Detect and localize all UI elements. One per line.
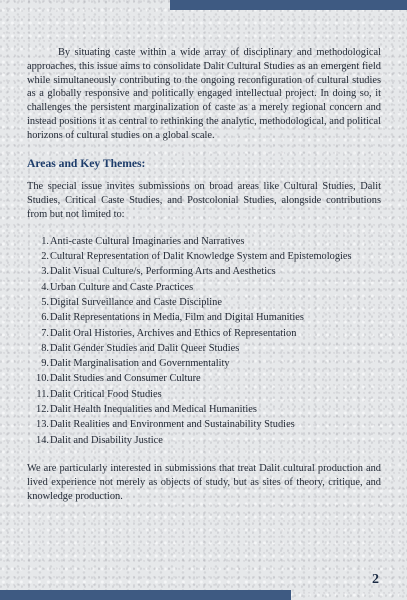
theme-number: 1. [41,235,49,247]
theme-text: Digital Surveillance and Caste Discipline [50,296,222,308]
theme-text: Dalit Gender Studies and Dalit Queer Studies [50,342,240,354]
theme-text: Dalit Marginalisation and Governmentality [50,358,230,370]
theme-number: 4. [41,281,49,293]
theme-number: 12. [36,404,49,416]
theme-item [27,417,381,432]
section-heading: Areas and Key Themes: [27,156,146,170]
theme-number: 11. [36,388,49,400]
theme-item [27,341,381,356]
theme-number: 7. [41,327,49,339]
theme-item [27,264,381,279]
theme-text: Dalit Realities and Environment and Sustainability Studies [50,419,295,431]
theme-item [27,402,381,417]
theme-text: Dalit Critical Food Studies [50,388,162,400]
theme-number: 6. [41,312,49,324]
closing-paragraph: We are particularly interested in submissions that treat Dalit cultural production and lived experience not merely as objects of study, but as sites of theory, critique, and knowledge production. [27,462,381,502]
bottom-accent-bar [0,590,291,600]
theme-text: Dalit Visual Culture/s, Performing Arts and Aesthetics [50,266,276,278]
theme-text: Anti-caste Cultural Imaginaries and Narratives [50,235,245,247]
theme-text: Dalit and Disability Justice [50,434,163,446]
theme-item [27,310,381,325]
theme-number: 3. [41,266,49,278]
theme-text: Dalit Studies and Consumer Culture [50,373,201,385]
theme-text: Dalit Representations in Media, Film and Digital Humanities [50,312,304,324]
theme-number: 2. [41,251,49,263]
theme-text: Dalit Health Inequalities and Medical Humanities [50,404,257,416]
theme-item [27,387,381,402]
page-content [27,46,381,503]
theme-number: 9. [41,358,49,370]
theme-number: 5. [41,296,49,308]
theme-item [27,280,381,295]
theme-item [27,234,381,249]
theme-item [27,371,381,386]
theme-item [27,326,381,341]
theme-item [27,356,381,371]
theme-item [27,433,381,448]
theme-number: 13. [36,419,49,431]
theme-item [27,295,381,310]
page-number: 2 [372,572,379,587]
lead-paragraph: The special issue invites submissions on broad areas like Cultural Studies, Dalit Studies, Critical Caste Studies, and Postcolonial Studies, alongside contributions from but not limited to: [27,181,381,220]
theme-text: Cultural Representation of Dalit Knowledge System and Epistemologies [50,251,352,263]
theme-text: Urban Culture and Caste Practices [50,281,194,293]
themes-list [27,234,381,448]
theme-number: 10. [36,373,49,385]
theme-text: Dalit Oral Histories, Archives and Ethics of Representation [50,327,297,339]
theme-number: 14. [36,434,49,446]
top-accent-bar [170,0,407,10]
intro-paragraph: By situating caste within a wide array of disciplinary and methodological approaches, this issue aims to consolidate Dalit Cultural Studies as an emergent field while simultaneously contributing to the ongoing reconfiguration of cultural studies as a globally responsive and politically engaged intellectual project. In doing so, it challenges the persistent marginalization of caste as a merely regional concern and instead positions it as central to rethinking the analytic, methodological, and political horizons of cultural studies on a global scale. [27,47,381,141]
theme-number: 8. [41,342,49,354]
theme-item [27,249,381,264]
